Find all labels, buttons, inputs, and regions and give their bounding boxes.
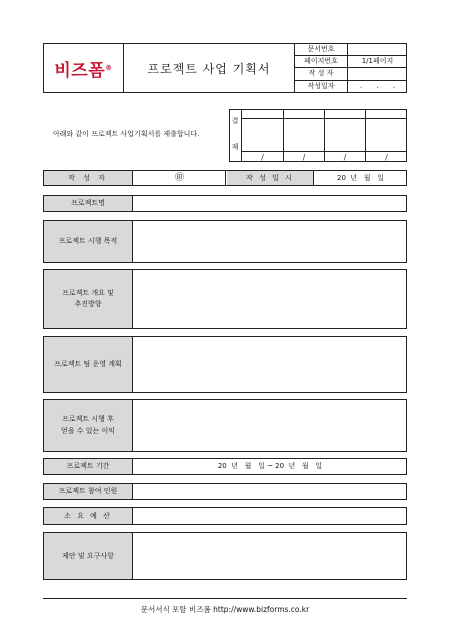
row-value-field[interactable]: [134, 400, 406, 451]
logo: [44, 44, 123, 92]
meta-label-page-number: 페이지번호: [304, 56, 338, 65]
row-label: 프로젝트 개요 및 추진방향: [44, 270, 133, 328]
meta-label-author: 작 성 자: [308, 69, 334, 77]
intro-text: 아래와 같이 프로젝트 사업기획서를 제출합니다.: [53, 130, 200, 138]
registered-mark: ®: [105, 64, 113, 72]
date-label: 작 성 일 시: [227, 171, 314, 185]
meta-value-page-number[interactable]: 1/1페이지: [361, 56, 394, 65]
row-value-field[interactable]: [134, 533, 406, 579]
row-label: 프로젝트 팀 운영 계획: [44, 337, 133, 392]
meta-label-doc-number: 문서번호: [307, 44, 335, 53]
document-title: 프로젝트 사업 기획서: [147, 61, 271, 76]
row-value-field[interactable]: [134, 337, 406, 392]
row-value-field[interactable]: [134, 196, 406, 211]
row-label: 소 요 예 산: [44, 508, 133, 524]
approval-slash: /: [302, 152, 306, 162]
logo-text: 비즈폼: [54, 60, 106, 81]
approval-slash: /: [343, 152, 347, 162]
row-value-field[interactable]: [134, 221, 406, 262]
row-label: 프로젝트명: [44, 196, 133, 211]
approval-label-bottom: 재: [231, 142, 239, 151]
author-label: 작 성 자: [44, 171, 133, 185]
approval-label-top: 결: [231, 116, 239, 125]
row-label: 제안 및 요구사항: [44, 533, 133, 579]
meta-value-date[interactable]: . . .: [359, 82, 401, 90]
row-label: 프로젝트 시행 후 얻을 수 있는 이익: [44, 400, 133, 451]
footer-text[interactable]: 문서서식 포탈 비즈폼 http://www.bizforms.co.kr: [140, 604, 310, 614]
meta-value-author[interactable]: [348, 67, 407, 80]
period-value[interactable]: 20 년 월 일 ~ 20 년 월 일: [217, 462, 323, 470]
row-label: 프로젝트 기간: [44, 459, 133, 474]
approval-slash: /: [385, 152, 388, 162]
date-value[interactable]: 20 년 월 일: [337, 173, 384, 182]
row-value-field[interactable]: [134, 270, 406, 328]
author-seal[interactable]: ㊞: [134, 171, 226, 185]
meta-label-date: 작성일자: [307, 82, 335, 90]
row-label: 프로젝트 참여 인원: [44, 484, 133, 499]
row-value-field[interactable]: [134, 508, 406, 524]
footer-rule: [43, 598, 407, 599]
row-label: 프로젝트 시행 목적: [44, 221, 133, 262]
approval-hline: [241, 118, 407, 119]
meta-value-doc-number[interactable]: [348, 43, 407, 55]
row-value-field[interactable]: [134, 484, 406, 499]
approval-slash: /: [261, 152, 264, 162]
